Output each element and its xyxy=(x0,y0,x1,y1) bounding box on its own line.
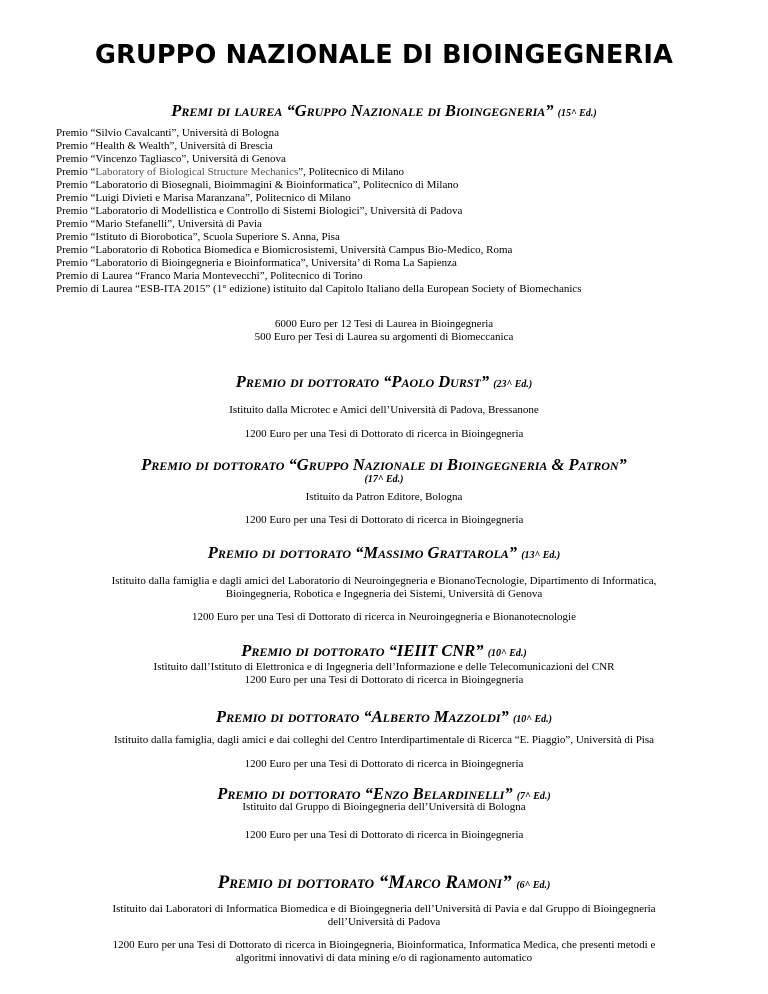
mazzoldi-institution: Istituito dalla famiglia, dagli amici e dai colleghi del Centro Interdipartimentale di Ricerca “E. Piaggio”, Università di Pisa xyxy=(113,734,655,746)
mazzoldi-amount: 1200 Euro per una Tesi di Dottorato di ricerca in Bioingegneria xyxy=(244,758,524,770)
belardinelli-institution: Istituito dal Gruppo di Bioingegneria dell’Università di Bologna xyxy=(242,801,526,813)
ieiit-heading: Premio di dottorato “IEIIT CNR” (10^ Ed.) xyxy=(241,641,527,660)
durst-heading: Premio di dottorato “Paolo Durst” (23^ Ed.) xyxy=(235,372,533,391)
patron-amount: 1200 Euro per una Tesi di Dottorato di ricerca in Bioingegneria xyxy=(244,514,524,526)
laurea-list xyxy=(56,127,756,296)
ramoni-amount-1: 1200 Euro per una Tesi di Dottorato di ricerca in Bioingegneria, Bioinformatica, Informatica Medica, che presenti metodi e xyxy=(112,939,656,951)
laurea-amount-1: 6000 Euro per 12 Tesi di Laurea in Bioingegneria xyxy=(274,318,494,330)
belardinelli-heading: Premio di dottorato “Enzo Belardinelli” (7^ Ed.) xyxy=(217,784,551,803)
ramoni-institution-1: Istituito dai Laboratori di Informatica Biomedica e di Bioingegneria dell’Università di Pavia e dal Gruppo di Bioingegneria xyxy=(112,903,656,915)
ieiit-institution: Istituito dall’Istituto di Elettronica e di Ingegneria dell’Informazione e delle Telecomunicazioni del CNR xyxy=(153,661,615,673)
list-item: Premio “Laboratory of Biological Structure Mechanics”, Politecnico di Milano xyxy=(56,166,404,178)
grattarola-heading: Premio di dottorato “Massimo Grattarola” (13^ Ed.) xyxy=(207,543,561,562)
laurea-edition: (15^ Ed.) xyxy=(557,108,597,119)
list-item: Premio di Laurea “ESB-ITA 2015” (1° edizione) istituito dal Capitolo Italiano della European Society of Biomechanics xyxy=(56,283,582,295)
grattarola-institution-1: Istituito dalla famiglia e dagli amici del Laboratorio di Neuroingegneria e BionanoTecnologie, Dipartimento di Informatica, xyxy=(111,575,657,587)
list-item: Premio “Laboratorio di Biosegnali, Bioimmagini & Bioinformatica”, Politecnico di Milano xyxy=(56,179,459,191)
ramoni-institution-2: dell’Università di Padova xyxy=(327,916,441,928)
list-item: Premio di Laurea “Franco Maria Montevecchi”, Politecnico di Torino xyxy=(56,270,363,282)
durst-amount: 1200 Euro per una Tesi di Dottorato di ricerca in Bioingegneria xyxy=(244,428,524,440)
laurea-amount-2: 500 Euro per Tesi di Laurea su argomenti di Biomeccanica xyxy=(254,331,514,343)
laurea-heading-text: Premi di laurea “Gruppo Nazionale di Bioingegneria” xyxy=(171,101,554,120)
list-item: Premio “Laboratorio di Modellistica e Controllo di Sistemi Biologici”, Università di Padova xyxy=(56,205,463,217)
list-item: Premio “Istituto di Biorobotica”, Scuola Superiore S. Anna, Pisa xyxy=(56,231,340,243)
page-title: GRUPPO NAZIONALE DI BIOINGEGNERIA xyxy=(94,40,674,70)
list-item: Premio “Laboratorio di Robotica Biomedica e Biomicrosistemi, Università Campus Bio-Medico, Roma xyxy=(56,244,513,256)
mazzoldi-heading: Premio di dottorato “Alberto Mazzoldi” (10^ Ed.) xyxy=(216,707,552,726)
ramoni-heading: Premio di dottorato “Marco Ramoni” (6^ Ed.) xyxy=(217,872,551,893)
grattarola-institution-2: Bioingegneria, Robotica e Ingegneria dei Sistemi, Università di Genova xyxy=(225,588,543,600)
list-item: Premio “Vincenzo Tagliasco”, Università di Genova xyxy=(56,153,286,165)
list-item: Premio “Health & Wealth”, Università di Brescia xyxy=(56,140,273,152)
ramoni-amount-2: algoritmi innovativi di data mining e/o di ragionamento automatico xyxy=(235,952,533,964)
belardinelli-amount: 1200 Euro per una Tesi di Dottorato di ricerca in Bioingegneria xyxy=(244,829,524,841)
durst-institution: Istituito dalla Microtec e Amici dell’Università di Padova, Bressanone xyxy=(229,404,539,416)
patron-edition: (17^ Ed.) xyxy=(364,474,404,485)
patron-heading: Premio di dottorato “Gruppo Nazionale di Bioingegneria & Patron” xyxy=(141,455,627,474)
laurea-heading xyxy=(20,101,748,121)
list-item: Premio “Mario Stefanelli”, Università di Pavia xyxy=(56,218,262,230)
list-item: Premio “Silvio Cavalcanti”, Università di Bologna xyxy=(56,127,280,139)
list-item: Premio “Laboratorio di Bioingegneria e Bioinformatica”, Universita’ di Roma La Sapienza xyxy=(56,257,457,269)
list-item: Premio “Luigi Divieti e Marisa Maranzana”, Politecnico di Milano xyxy=(56,192,351,204)
grattarola-amount: 1200 Euro per una Tesi di Dottorato di ricerca in Neuroingegneria e Bionanotecnologie xyxy=(192,611,576,623)
patron-institution: Istituito da Patron Editore, Bologna xyxy=(305,491,463,503)
ieiit-amount: 1200 Euro per una Tesi di Dottorato di ricerca in Bioingegneria xyxy=(244,674,524,686)
